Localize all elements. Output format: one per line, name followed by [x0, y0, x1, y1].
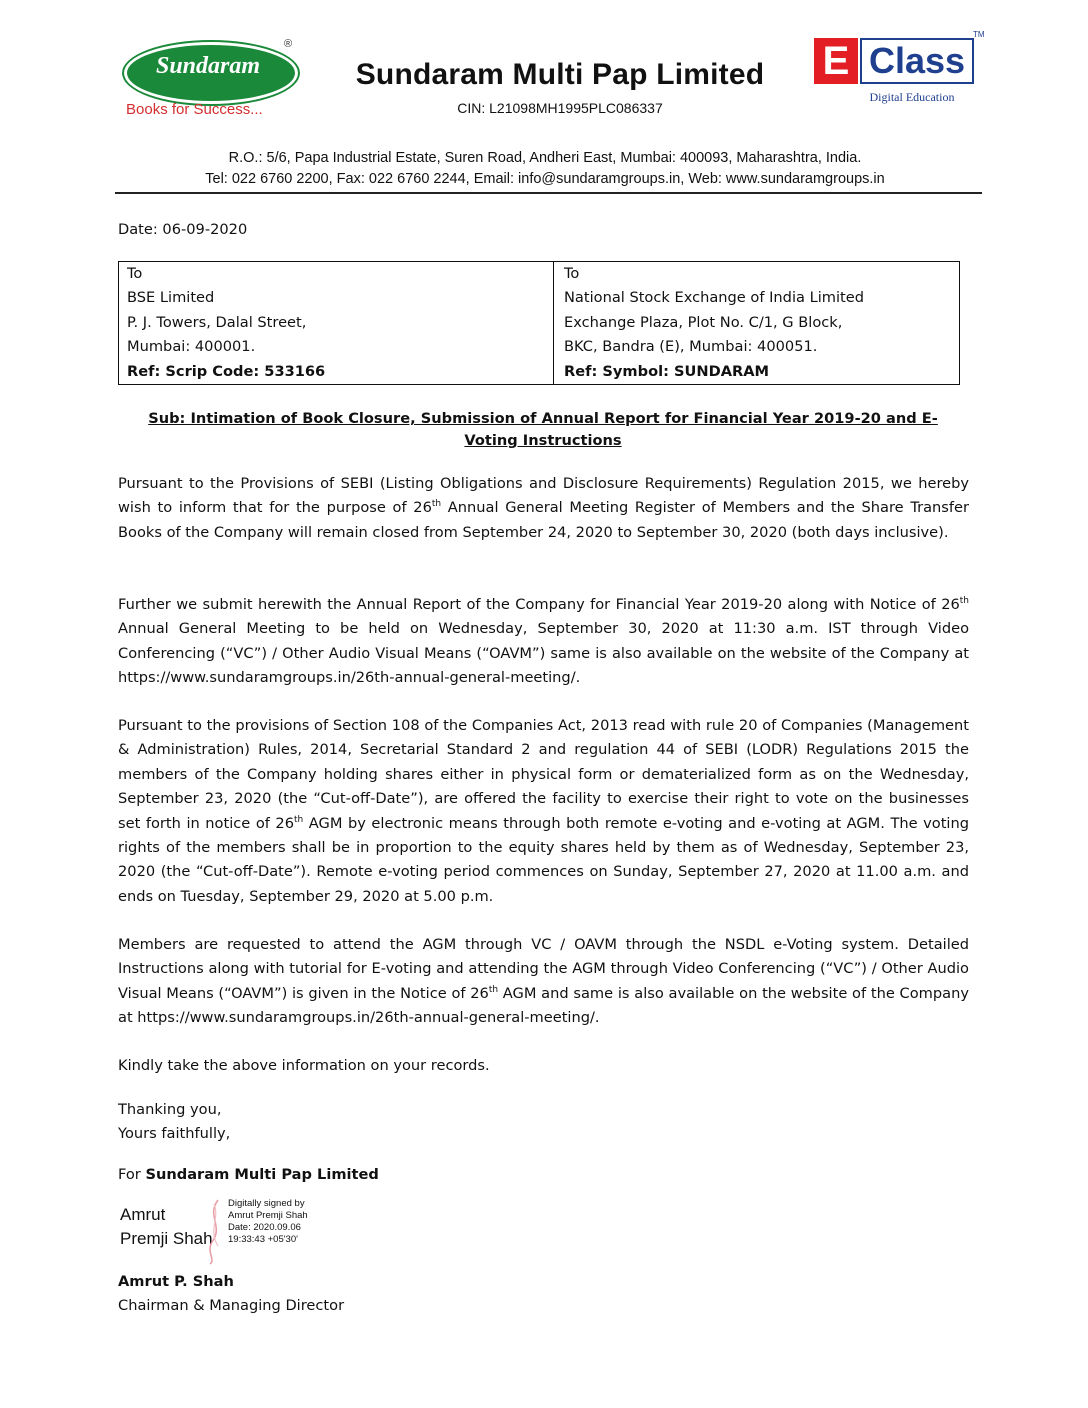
trademark-mark: TM	[973, 30, 985, 39]
eclass-e: E	[814, 38, 858, 84]
signature-date: Date: 2020.09.06	[228, 1222, 301, 1233]
company-address	[120, 148, 970, 190]
cin-number: CIN: L21098MH1995PLC086337	[457, 100, 663, 116]
addressee-nse	[564, 262, 864, 384]
paragraph-e-voting: Pursuant to the provisions of Section 108 of the Companies Act, 2013 read with rule 20 of Companies (Management & Administration) Rules, 2014, Secretarial Standard 2 and regulation 44 of SEBI (LODR) Regulations 2015 the members of the Company holding shares either in physical form or dematerialized form as on the Wednesday, September 23, 2020 (the “Cut-off-Date”), are offered the facility to exercise their right to vote on the businesses set forth in notice of 26th AGM by electronic means through both remote e-voting and e-voting at AGM. The voting rights of the members shall be in proportion to the equity shares held by them as of Wednesday, September 23, 2020 (the “Cut-off-Date”). Remote e-voting period commences on Sunday, September 27, 2020 at 11.00 a.m. and ends on Tuesday, September 29, 2020 at 5.00 p.m.	[118, 717, 970, 905]
table-divider	[553, 262, 554, 384]
signatory-name: Amrut P. Shah	[118, 1273, 234, 1290]
signature-detail: Digitally signed by	[228, 1198, 305, 1209]
signatory-title: Chairman & Managing Director	[118, 1297, 345, 1315]
paragraph-annual-report: Further we submit herewith the Annual Report of the Company for Financial Year 2019-20 along with Notice of 26th Annual General Meeting to be held on Wednesday, September 30, 2020 at 11:30 a.m. IST through Video Conferencing (“VC”) / Other Audio Visual Means (“OAVM”) same is also available on the website of the Company at https://www.sundaramgroups.in/26th-annual-general-meeting/.	[118, 596, 969, 687]
subject-text: Voting Instructions	[464, 432, 622, 449]
address-line: Mumbai: 400001.	[127, 338, 256, 356]
paragraph-agm-attendance: Members are requested to attend the AGM through VC / OAVM through the NSDL e-Voting system. Detailed Instructions along with tutorial for E-voting and attending the AGM through Video Conferencing (“VC”) / Other Audio Visual Means (“OAVM”) is given in the Notice of 26th AGM and same is also available on the website of the Company at https://www.sundaramgroups.in/26th-annual-general-meeting/.	[118, 936, 969, 1027]
addressee-table	[118, 261, 960, 385]
signatory-block	[118, 1270, 344, 1319]
digital-signature-stamp	[228, 1198, 308, 1246]
eclass-tagline: Digital Education	[869, 90, 955, 104]
logo-word: Sundaram	[155, 53, 261, 79]
symbol-ref: Ref: Symbol: SUNDARAM	[564, 362, 770, 380]
logo-tagline: Books for Success...	[126, 101, 263, 118]
eclass-class: Class	[860, 38, 974, 84]
company-name: Sundaram Multi Pap Limited	[355, 58, 765, 91]
paragraph-records: Kindly take the above information on your records.	[118, 1057, 490, 1074]
to-label: To	[564, 265, 580, 282]
scrip-ref: Ref: Scrip Code: 533166	[127, 362, 326, 380]
signature-detail: Amrut Premji Shah	[228, 1210, 308, 1221]
paragraph-book-closure: Pursuant to the Provisions of SEBI (Listing Obligations and Disclosure Requirements) Regulation 2015, we hereby wish to inform that for the purpose of 26th Annual General Meeting Register of Members and the Share Transfer Books of the Company will remain closed from September 24, 2020 to September 30, 2020 (both days inclusive).	[118, 475, 970, 541]
addressee-bse	[127, 262, 325, 384]
exchange-name: BSE Limited	[127, 289, 215, 307]
closing-block	[118, 1098, 230, 1147]
letter-date: Date: 06-09-2020	[118, 221, 248, 238]
signature-time: 19:33:43 +05'30'	[228, 1234, 298, 1245]
thanking-text: Thanking you,	[118, 1101, 222, 1118]
address-line: Exchange Plaza, Plot No. C/1, G Block,	[564, 313, 843, 331]
registered-mark: ®	[284, 38, 293, 50]
subject-line	[130, 408, 956, 452]
signature-name	[120, 1203, 213, 1251]
for-company-line: For Sundaram Multi Pap Limited	[118, 1166, 379, 1183]
contact-line: Tel: 022 6760 2200, Fax: 022 6760 2244, Email: info@sundaramgroups.in, Web: www.sundaramgroups.in	[205, 171, 885, 187]
address-line: P. J. Towers, Dalal Street,	[127, 313, 307, 331]
sundaram-logo	[120, 38, 300, 128]
header-divider	[115, 192, 982, 194]
address-line: BKC, Bandra (E), Mumbai: 400051.	[564, 338, 818, 356]
subject-text: Sub: Intimation of Book Closure, Submission of Annual Report for Financial Year 2019-20 and E-	[148, 410, 938, 427]
signature-name-line: Premji Shah	[120, 1229, 213, 1248]
signature-name-line: Amrut	[120, 1205, 166, 1224]
signature-flourish-icon	[200, 1196, 228, 1266]
exchange-name: National Stock Exchange of India Limited	[564, 289, 865, 307]
to-label: To	[127, 265, 143, 282]
eclass-logo	[812, 30, 985, 112]
address-line: R.O.: 5/6, Papa Industrial Estate, Suren Road, Andheri East, Mumbai: 400093, Maharashtra, India.	[228, 150, 862, 166]
yours-faithfully-text: Yours faithfully,	[118, 1125, 231, 1143]
